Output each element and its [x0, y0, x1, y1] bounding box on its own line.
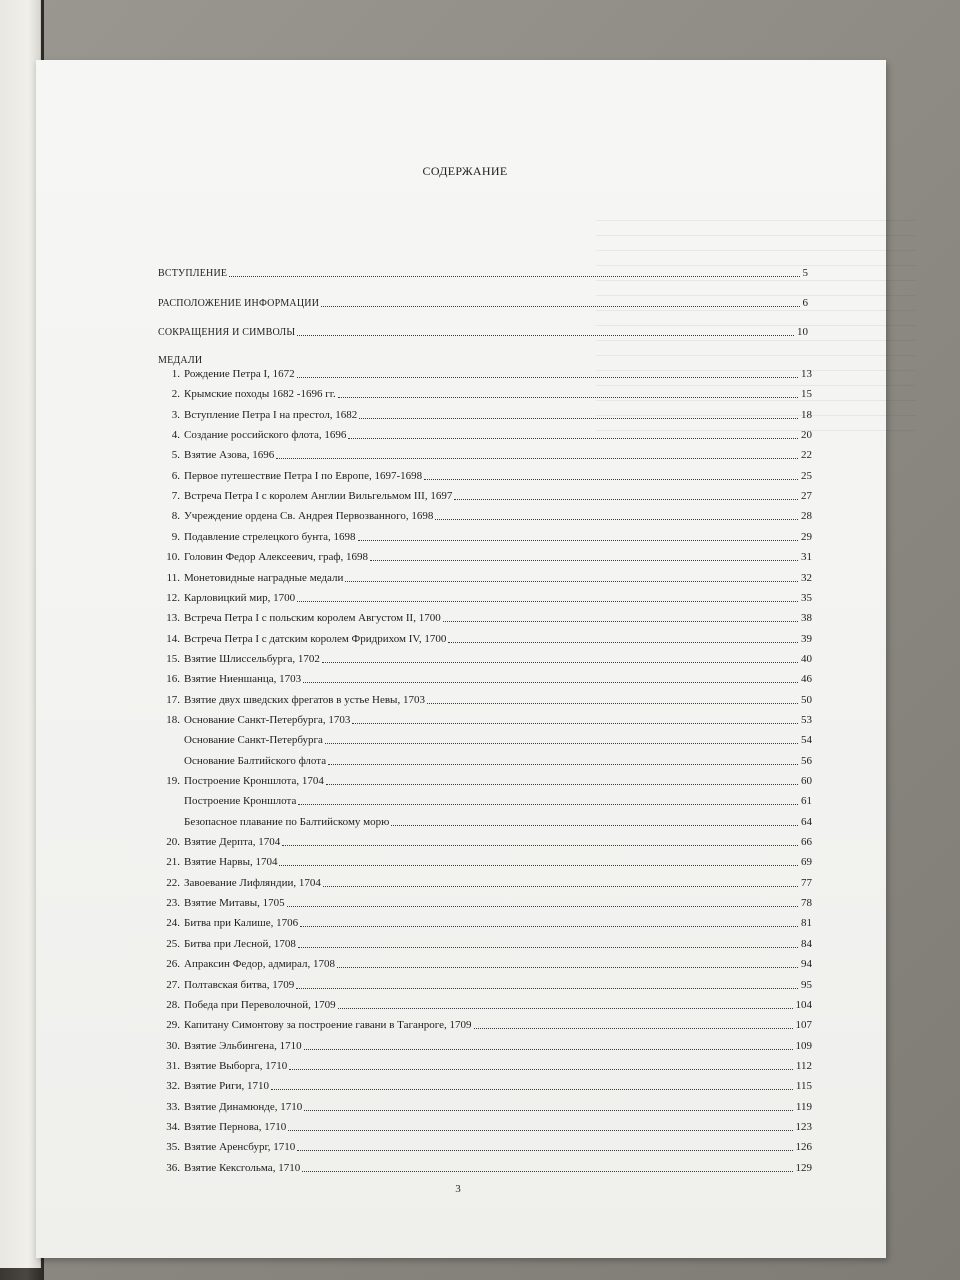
toc-leader	[338, 1007, 793, 1009]
toc-entry-title: Встреча Петра I с датским королем Фридрихом IV, 1700	[184, 633, 447, 645]
toc-entry-title: Победа при Переволочной, 1709	[184, 999, 336, 1011]
toc-entry[interactable]	[150, 409, 812, 425]
toc-entry-title: Взятие Нарвы, 1704	[184, 856, 278, 868]
toc-entry-page: 107	[795, 1019, 812, 1031]
toc-entry[interactable]	[150, 755, 812, 771]
toc-entry[interactable]	[150, 917, 812, 933]
toc-entry-number: 23.	[166, 897, 180, 909]
toc-leader	[424, 478, 798, 480]
toc-section[interactable]	[158, 326, 808, 342]
toc-entry-number: 1.	[171, 368, 180, 380]
toc-title: СОДЕРЖАНИЕ	[422, 164, 508, 178]
toc-leader	[297, 600, 798, 602]
toc-leader	[287, 905, 798, 907]
toc-entry[interactable]	[150, 633, 812, 649]
toc-entry-page: 15	[801, 388, 812, 400]
toc-entry-page: 29	[801, 531, 812, 543]
toc-entry-number: 20.	[166, 836, 180, 848]
toc-entry-page: 35	[801, 592, 812, 604]
toc-section[interactable]	[158, 297, 808, 313]
toc-entry-page: 32	[801, 572, 812, 584]
toc-leader	[296, 987, 798, 989]
toc-entry-number: 30.	[166, 1040, 180, 1052]
toc-entry[interactable]	[150, 592, 812, 608]
toc-entry-number: 14.	[166, 633, 180, 645]
toc-entry-number: 33.	[166, 1101, 180, 1113]
toc-section-label: ВСТУПЛЕНИЕ	[158, 268, 228, 279]
toc-entry-page: 27	[801, 490, 812, 502]
toc-entry[interactable]	[150, 1060, 812, 1076]
toc-leader	[337, 966, 798, 968]
toc-entry-page: 61	[801, 795, 812, 807]
toc-leader	[321, 305, 799, 307]
toc-entry-number: 4.	[171, 429, 180, 441]
toc-entry-title: Битва при Калише, 1706	[184, 917, 299, 929]
toc-leader	[304, 1109, 793, 1111]
toc-entry-title: Взятие Митавы, 1705	[184, 897, 285, 909]
toc-leader	[348, 437, 798, 439]
toc-leader	[338, 396, 798, 398]
toc-entry-title: Учреждение ордена Св. Андрея Первозванного, 1698	[184, 510, 434, 522]
toc-entry[interactable]	[150, 673, 812, 689]
toc-leader	[279, 864, 798, 866]
toc-entry-number: 28.	[166, 999, 180, 1011]
toc-leader	[454, 498, 798, 500]
toc-entry-page: 31	[801, 551, 812, 563]
toc-entry-page: 84	[801, 938, 812, 950]
toc-entry-title: Взятие Аренсбург, 1710	[184, 1141, 296, 1153]
toc-entry-number: 32.	[166, 1080, 180, 1092]
toc-leader	[297, 376, 798, 378]
toc-leader	[359, 417, 798, 419]
toc-entry-page: 81	[801, 917, 812, 929]
toc-entry-page: 94	[801, 958, 812, 970]
toc-entry-number: 16.	[166, 673, 180, 685]
toc-leader	[328, 763, 798, 765]
toc-entry-number: 7.	[171, 490, 180, 502]
toc-entry-number: 31.	[166, 1060, 180, 1072]
toc-entry[interactable]	[150, 1019, 812, 1035]
toc-entry[interactable]	[150, 1121, 812, 1137]
toc-entry-title: Головин Федор Алексеевич, граф, 1698	[184, 551, 369, 563]
toc-section-page: 5	[802, 267, 808, 279]
toc-entry-page: 112	[795, 1060, 812, 1072]
toc-entry[interactable]	[150, 1080, 812, 1096]
toc-leader	[282, 844, 798, 846]
toc-leader	[322, 661, 798, 663]
toc-section-page: 10	[797, 326, 808, 338]
toc-entry[interactable]	[150, 1162, 812, 1178]
toc-leader	[358, 539, 798, 541]
toc-entry-page: 66	[801, 836, 812, 848]
toc-entry[interactable]	[150, 877, 812, 893]
toc-entry[interactable]	[150, 1040, 812, 1056]
toc-entry-number: 9.	[171, 531, 180, 543]
toc-entry-title: Взятие Дерпта, 1704	[184, 836, 281, 848]
toc-entry-number: 24.	[166, 917, 180, 929]
toc-entry-title: Основание Санкт-Петербурга, 1703	[184, 714, 351, 726]
toc-entry-number: 22.	[166, 877, 180, 889]
toc-entry[interactable]	[150, 816, 812, 832]
toc-section-label: РАСПОЛОЖЕНИЕ ИНФОРМАЦИИ	[158, 298, 320, 309]
toc-entry[interactable]	[150, 510, 812, 526]
toc-leader	[289, 1068, 793, 1070]
toc-section-label: МЕДАЛИ	[158, 355, 203, 366]
toc-entry[interactable]	[150, 449, 812, 465]
toc-entry-page: 54	[801, 734, 812, 746]
toc-entry[interactable]	[150, 1101, 812, 1117]
toc-entry-page: 25	[801, 470, 812, 482]
toc-entry[interactable]	[150, 795, 812, 811]
toc-leader	[297, 334, 794, 336]
toc-entry[interactable]	[150, 551, 812, 567]
toc-entry-page: 20	[801, 429, 812, 441]
toc-leader	[298, 803, 798, 805]
toc-entry-title: Первое путешествие Петра I по Европе, 1697-1698	[184, 470, 423, 482]
toc-leader	[427, 702, 798, 704]
toc-leader	[323, 885, 798, 887]
toc-entry[interactable]	[150, 979, 812, 995]
toc-entry-title: Взятие Эльбингена, 1710	[184, 1040, 302, 1052]
toc-entry-page: 60	[801, 775, 812, 787]
toc-entry-number: 34.	[166, 1121, 180, 1133]
toc-entry[interactable]	[150, 490, 812, 506]
toc-entry-title: Взятие Ниеншанца, 1703	[184, 673, 302, 685]
toc-entry-page: 28	[801, 510, 812, 522]
toc-entry-page: 115	[795, 1080, 812, 1092]
toc-leader	[391, 824, 798, 826]
toc-entry-number: 11.	[166, 572, 180, 584]
toc-entry-number: 13.	[166, 612, 180, 624]
toc-entry[interactable]	[150, 388, 812, 404]
toc-entry-number: 18.	[166, 714, 180, 726]
toc-entry-page: 109	[795, 1040, 812, 1052]
toc-entry-number: 5.	[171, 449, 180, 461]
toc-leader	[297, 1149, 792, 1151]
toc-entry-page: 53	[801, 714, 812, 726]
toc-entry[interactable]	[150, 429, 812, 445]
toc-leader	[302, 1170, 792, 1172]
toc-entry-number: 26.	[166, 958, 180, 970]
toc-entry-page: 18	[801, 409, 812, 421]
toc-entry-page: 56	[801, 755, 812, 767]
toc-entry[interactable]	[150, 999, 812, 1015]
toc-entry-title: Построение Кроншлота, 1704	[184, 775, 324, 787]
toc-entry-page: 119	[795, 1101, 812, 1113]
toc-entry-number: 19.	[166, 775, 180, 787]
toc-entry[interactable]	[150, 734, 812, 750]
toc-leader	[298, 946, 798, 948]
toc-entry-title: Взятие Шлиссельбурга, 1702	[184, 653, 320, 665]
toc-leader	[300, 925, 798, 927]
toc-entry-number: 21.	[166, 856, 180, 868]
toc-leader	[304, 1048, 793, 1050]
toc-leader	[370, 559, 798, 561]
toc-entry-title: Взятие Динамюнде, 1710	[184, 1101, 303, 1113]
toc-entry-page: 13	[801, 368, 812, 380]
toc-entry[interactable]	[150, 1141, 812, 1157]
toc-entry[interactable]	[150, 856, 812, 872]
toc-entry[interactable]	[150, 694, 812, 710]
toc-entry-title: Взятие двух шведских фрегатов в устье Невы, 1703	[184, 694, 425, 706]
toc-entry-title: Завоевание Лифляндии, 1704	[184, 877, 321, 889]
toc-entry-page: 129	[795, 1162, 812, 1174]
toc-entry-title: Безопасное плавание по Балтийскому морю	[184, 816, 390, 828]
toc-entry-title: Карловицкий мир, 1700	[184, 592, 296, 604]
toc-entry-page: 46	[801, 673, 812, 685]
toc-entry-page: 40	[801, 653, 812, 665]
toc-entry-number: 15.	[166, 653, 180, 665]
toc-entry-title: Полтавская битва, 1709	[184, 979, 295, 991]
toc-entry-number: 29.	[166, 1019, 180, 1031]
toc-section-page: 6	[802, 297, 808, 309]
toc-leader	[435, 518, 798, 520]
toc-entry-number: 27.	[166, 979, 180, 991]
toc-entry-number: 6.	[171, 470, 180, 482]
toc-entry-page: 64	[801, 816, 812, 828]
toc-leader	[271, 1088, 793, 1090]
toc-leader	[325, 742, 798, 744]
toc-entry-title: Основание Санкт-Петербурга	[184, 734, 323, 746]
toc-leader	[352, 722, 798, 724]
toc-entry[interactable]	[150, 572, 812, 588]
toc-leader	[326, 783, 798, 785]
toc-entry-title: Взятие Пернова, 1710	[184, 1121, 287, 1133]
toc-entry-page: 95	[801, 979, 812, 991]
toc-entry-title: Встреча Петра I с польским королем Августом II, 1700	[184, 612, 441, 624]
toc-entry-number: 35.	[166, 1141, 180, 1153]
toc-leader	[303, 681, 798, 683]
toc-entry-title: Создание российского флота, 1696	[184, 429, 347, 441]
toc-entry-number: 3.	[171, 409, 180, 421]
toc-entry-page: 69	[801, 856, 812, 868]
toc-entry-number: 8.	[171, 510, 180, 522]
toc-entry-number: 17.	[166, 694, 180, 706]
toc-section[interactable]	[158, 267, 808, 283]
toc-entry[interactable]	[150, 470, 812, 486]
toc-entry[interactable]	[150, 938, 812, 954]
toc-entry-page: 78	[801, 897, 812, 909]
toc-section-label: СОКРАЩЕНИЯ И СИМВОЛЫ	[158, 327, 296, 338]
toc-leader	[229, 275, 799, 277]
toc-entry-title: Монетовидные наградные медали	[184, 572, 344, 584]
toc-entry-number: 25.	[166, 938, 180, 950]
toc-entry-number: 2.	[171, 388, 180, 400]
toc-entry-page: 22	[801, 449, 812, 461]
toc-entry[interactable]	[150, 958, 812, 974]
toc-entry-title: Капитану Симонтову за построение гавани в Таганроге, 1709	[184, 1019, 472, 1031]
toc-entry-number: 10.	[166, 551, 180, 563]
toc-entry-title: Взятие Риги, 1710	[184, 1080, 269, 1092]
toc-leader	[288, 1129, 792, 1131]
toc-entry-page: 77	[801, 877, 812, 889]
toc-entry[interactable]	[150, 775, 812, 791]
toc-entry[interactable]	[150, 531, 812, 547]
toc-leader	[474, 1027, 793, 1029]
toc-entry-page: 126	[795, 1141, 812, 1153]
toc-entry-title: Апраксин Федор, адмирал, 1708	[184, 958, 336, 970]
toc-entry-title: Встреча Петра I с королем Англии Вильгельмом III, 1697	[184, 490, 453, 502]
toc-entry-page: 123	[795, 1121, 812, 1133]
toc-leader	[448, 641, 798, 643]
toc-leader	[345, 580, 798, 582]
toc-entry-title: Взятие Азова, 1696	[184, 449, 275, 461]
toc-entry-title: Основание Балтийского флота	[184, 755, 327, 767]
toc-entry-page: 39	[801, 633, 812, 645]
toc-entry-title: Построение Кроншлота	[184, 795, 297, 807]
toc-entry[interactable]	[150, 653, 812, 669]
toc-entry-title: Рождение Петра I, 1672	[184, 368, 295, 380]
page-number: 3	[455, 1183, 461, 1195]
toc-entry[interactable]	[150, 368, 812, 384]
toc-leader	[276, 457, 798, 459]
toc-entry-page: 38	[801, 612, 812, 624]
toc-entry[interactable]	[150, 714, 812, 730]
toc-entry-title: Крымские походы 1682 -1696 гг.	[184, 388, 336, 400]
toc-entry[interactable]	[150, 836, 812, 852]
toc-entry[interactable]	[150, 897, 812, 913]
toc-leader	[443, 620, 798, 622]
toc-entry-number: 12.	[166, 592, 180, 604]
toc-entry-title: Битва при Лесной, 1708	[184, 938, 296, 950]
toc-entry-title: Взятие Кексгольма, 1710	[184, 1162, 301, 1174]
toc-entry-page: 50	[801, 694, 812, 706]
toc-entry-title: Взятие Выборга, 1710	[184, 1060, 288, 1072]
toc-entry[interactable]	[150, 612, 812, 628]
toc-entry-title: Подавление стрелецкого бунта, 1698	[184, 531, 356, 543]
toc-entry-number: 36.	[166, 1162, 180, 1174]
toc-entry-page: 104	[795, 999, 812, 1011]
toc-entry-title: Вступление Петра I на престол, 1682	[184, 409, 358, 421]
